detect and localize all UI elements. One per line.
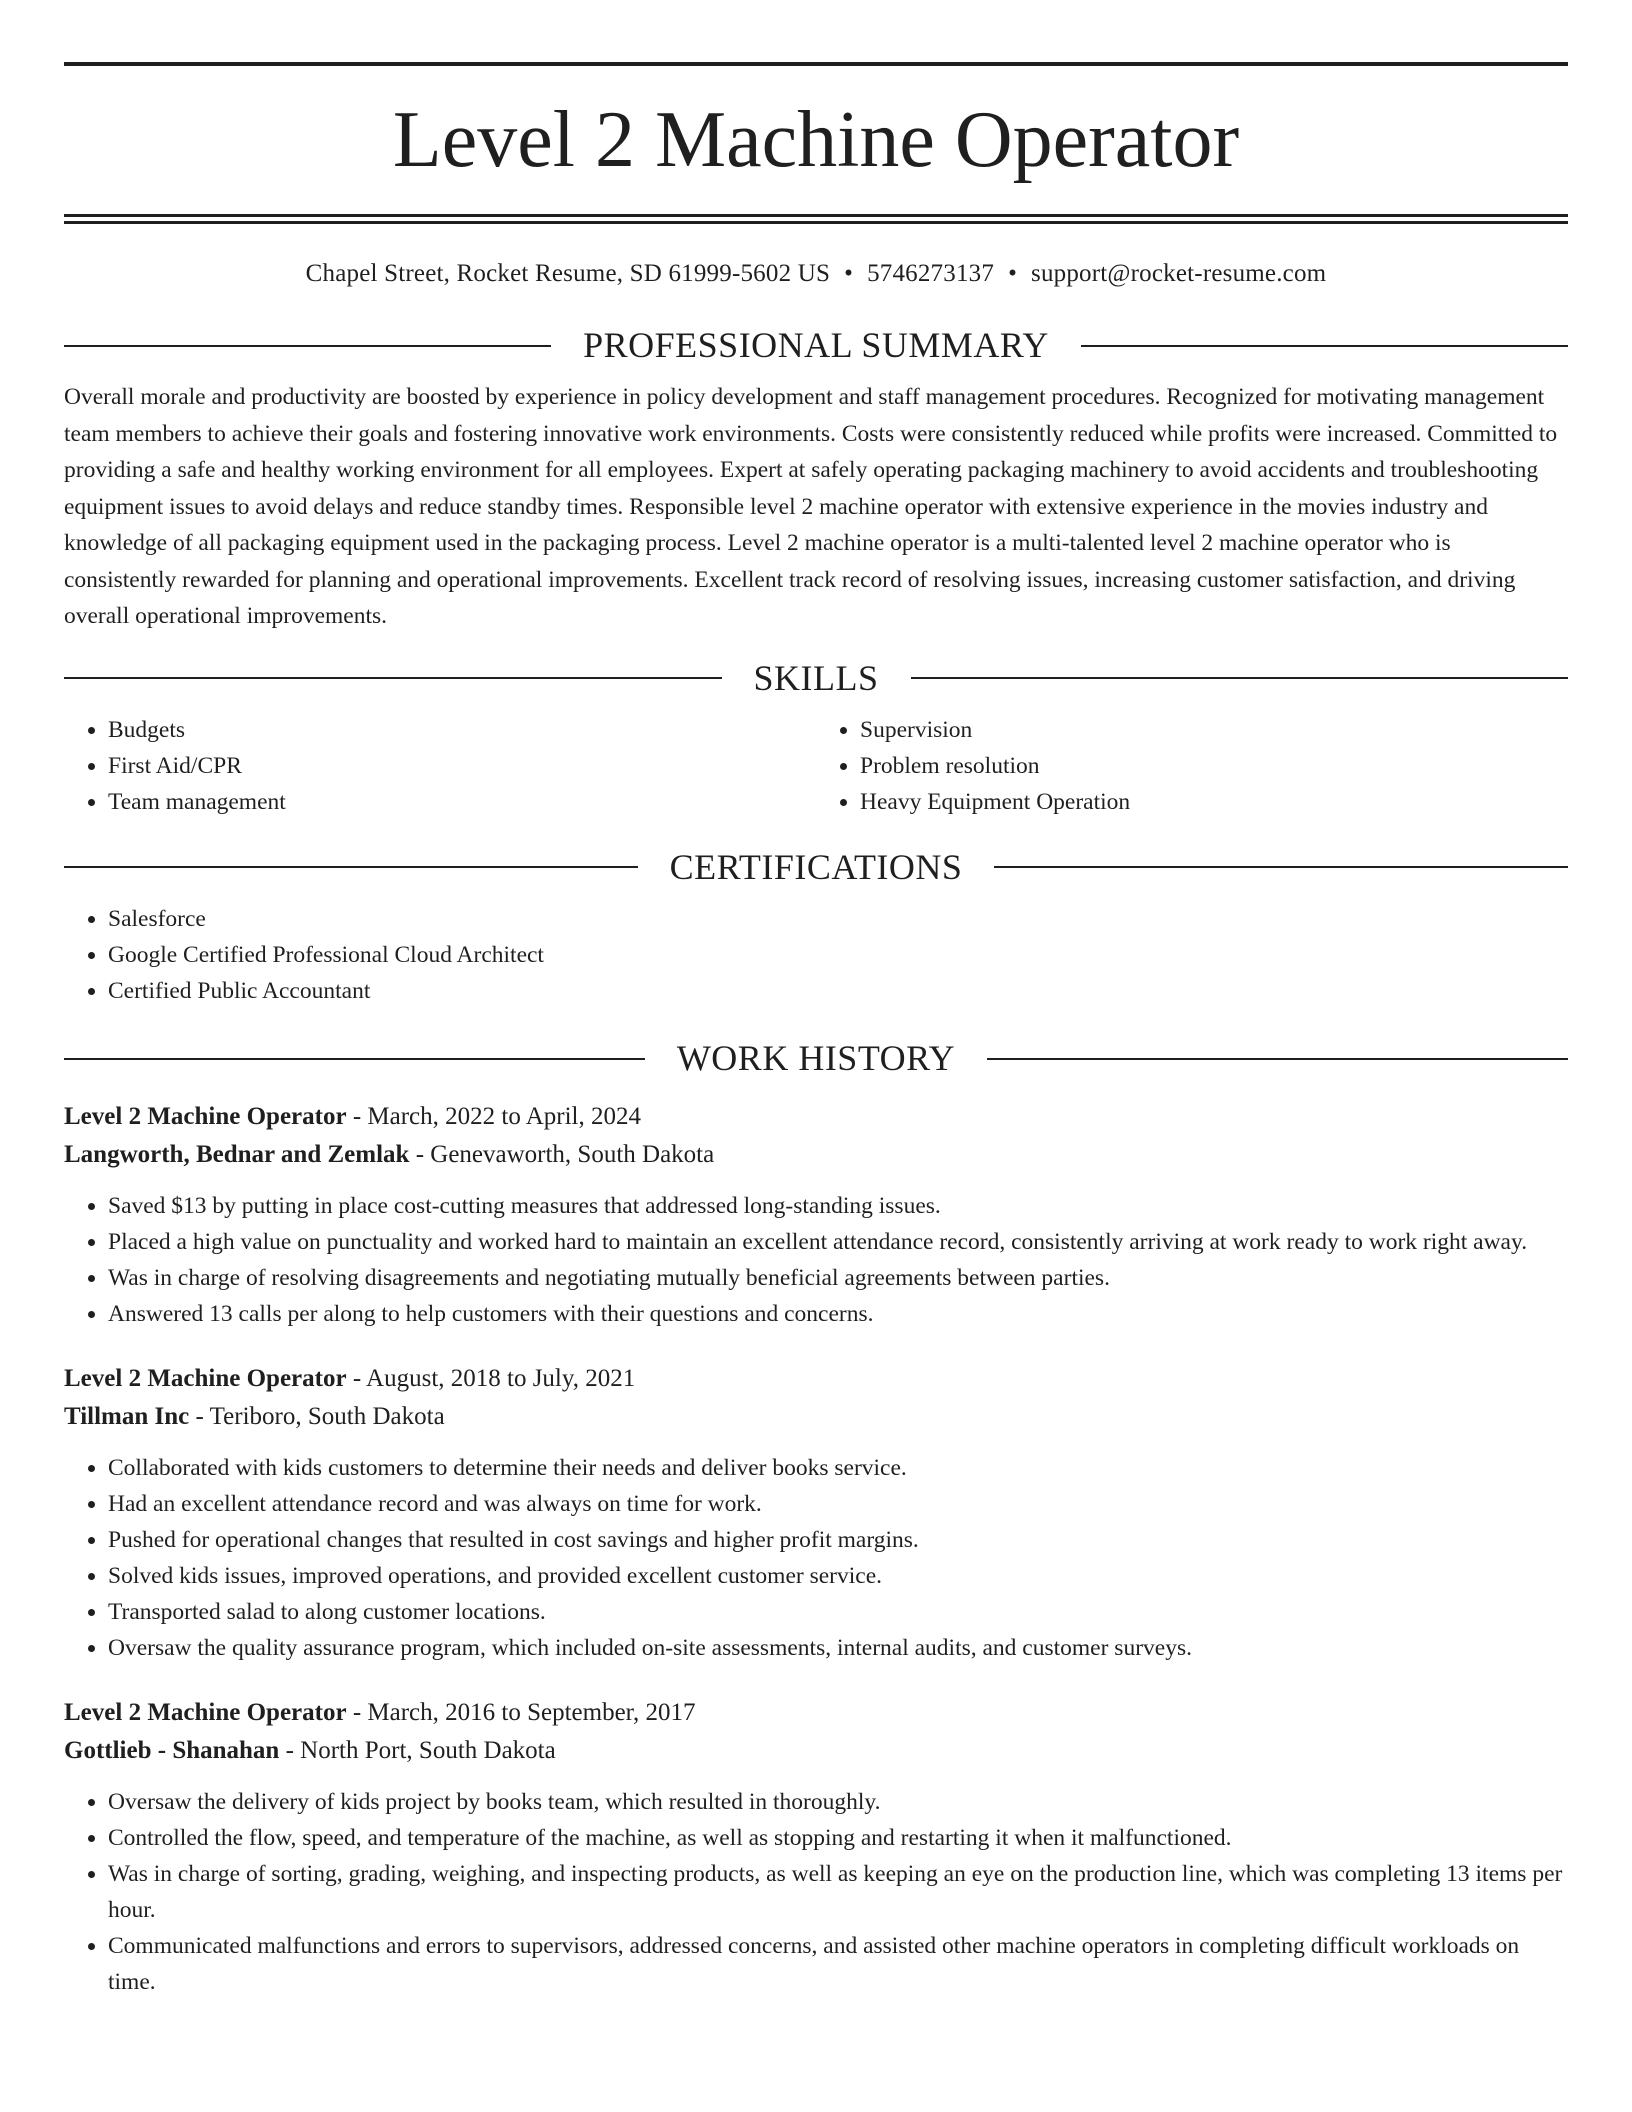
certification-item: • Certified Public Accountant (108, 973, 1568, 1009)
skill-item: • Team management (108, 784, 816, 820)
job-company: Tillman Inc (64, 1403, 190, 1431)
job-entry (64, 1694, 1568, 2000)
resume-page (64, 0, 1568, 2112)
contact-address: Chapel Street, Rocket Resume, SD 61999-5602 US (305, 260, 831, 287)
work-history-heading: WORK HISTORY (676, 1038, 956, 1079)
certification-item: • Salesforce (108, 901, 1568, 937)
summary-text: Overall morale and productivity are boosted by experience in policy development and staff management procedures. Recognized for motivating management team members to achieve their goals and fostering innovative work environments. Costs were consistently reduced while profits were increased. Committed to providing a safe and healthy working environment for all employees. Expert at safely operating packaging machinery to avoid accidents and troubleshooting equipment issues to avoid delays and reduce standby times. Responsible level 2 machine operator with extensive experience in the movies industry and knowledge of all packaging equipment used in the packaging process. Level 2 machine operator is a multi-talented level 2 machine operator who is consistently rewarded for planning and operational improvements. Excellent track record of resolving issues, increasing customer satisfaction, and driving overall operational improvements. (64, 384, 1558, 630)
skills-column-left (64, 712, 816, 820)
job-location: North Port, South Dakota (300, 1737, 556, 1765)
heading-rule (64, 866, 638, 868)
double-rule (64, 214, 1568, 224)
summary-heading: PROFESSIONAL SUMMARY (583, 325, 1049, 365)
skills-column-right (816, 712, 1568, 820)
job-bullet: • Had an excellent attendance record and was always on time for work. (108, 1486, 1568, 1522)
job-bullet: • Oversaw the delivery of kids project by books team, which resulted in thoroughly. (108, 1784, 1568, 1820)
section-heading-skills (64, 657, 1568, 700)
skill-item: • Heavy Equipment Operation (860, 784, 1568, 820)
job-company-line: Tillman Inc - Teriboro, South Dakota (64, 1403, 445, 1431)
job-bullets (64, 1784, 1568, 2000)
job-bullet: • Controlled the flow, speed, and temperature of the machine, as well as stopping and restarting it when it malfunctioned. (108, 1820, 1568, 1856)
job-dates: August, 2018 to July, 2021 (366, 1365, 636, 1393)
heading-rule (987, 1058, 1568, 1060)
job-company: Gottlieb - Shanahan (64, 1737, 280, 1765)
certification-item: • Google Certified Professional Cloud Architect (108, 937, 1568, 973)
certifications-list (64, 901, 1568, 1009)
job-location: Genevaworth, South Dakota (430, 1141, 715, 1169)
job-company: Langworth, Bednar and Zemlak (64, 1141, 410, 1169)
job-bullet: • Placed a high value on punctuality and worked hard to maintain an excellent attendance record, consistently arriving at work ready to work right away. (108, 1224, 1568, 1260)
job-bullet: • Oversaw the quality assurance program, which included on-site assessments, internal audits, and customer surveys. (108, 1630, 1568, 1666)
job-bullet: • Solved kids issues, improved operations, and provided excellent customer service. (108, 1558, 1568, 1594)
skill-item: • Problem resolution (860, 748, 1568, 784)
job-bullet: • Was in charge of resolving disagreements and negotiating mutually beneficial agreements between parties. (108, 1260, 1568, 1296)
contact-separator: • (844, 260, 854, 287)
resume-name: Level 2 Machine Operator (392, 96, 1240, 184)
section-heading-work-history (64, 1037, 1568, 1080)
job-title-line: Level 2 Machine Operator - March, 2022 to April, 2024 (64, 1103, 641, 1131)
section-heading-summary (64, 324, 1568, 367)
certifications-heading: CERTIFICATIONS (669, 846, 963, 887)
skill-item: • First Aid/CPR (108, 748, 816, 784)
section-heading-certifications (64, 846, 1568, 889)
job-bullet: • Communicated malfunctions and errors to supervisors, addressed concerns, and assisted other machine operators in completing difficult workloads on time. (108, 1928, 1568, 2000)
contact-email: support@rocket-resume.com (1031, 260, 1327, 287)
skills-list (64, 712, 1568, 820)
job-entry (64, 1360, 1568, 1666)
skill-item: • Budgets (108, 712, 816, 748)
heading-rule (64, 677, 722, 679)
skills-heading: SKILLS (753, 657, 879, 698)
heading-rule (1081, 345, 1568, 347)
job-bullet: • Pushed for operational changes that resulted in cost savings and higher profit margins. (108, 1522, 1568, 1558)
job-dates: March, 2022 to April, 2024 (367, 1103, 641, 1131)
heading-rule (994, 866, 1568, 868)
job-title: Level 2 Machine Operator (64, 1365, 347, 1393)
job-location: Teriboro, South Dakota (209, 1403, 445, 1431)
job-bullet: • Transported salad to along customer locations. (108, 1594, 1568, 1630)
job-title: Level 2 Machine Operator (64, 1103, 347, 1131)
job-bullets (64, 1450, 1568, 1666)
job-company-line: Langworth, Bednar and Zemlak - Genevaworth, South Dakota (64, 1141, 715, 1169)
contact-separator: • (1008, 260, 1018, 287)
skill-item: • Supervision (860, 712, 1568, 748)
heading-rule (64, 1058, 645, 1060)
job-bullets (64, 1188, 1568, 1332)
job-bullet: • Saved $13 by putting in place cost-cutting measures that addressed long-standing issues. (108, 1188, 1568, 1224)
job-title-line: Level 2 Machine Operator - March, 2016 to September, 2017 (64, 1699, 696, 1727)
job-title-line: Level 2 Machine Operator - August, 2018 to July, 2021 (64, 1365, 636, 1393)
contact-phone: 5746273137 (867, 260, 995, 287)
job-bullet: • Collaborated with kids customers to determine their needs and deliver books service. (108, 1450, 1568, 1486)
heading-rule (911, 677, 1569, 679)
contact-line (64, 260, 1568, 288)
job-title: Level 2 Machine Operator (64, 1699, 347, 1727)
job-entry (64, 1098, 1568, 1332)
job-dates: March, 2016 to September, 2017 (367, 1699, 696, 1727)
job-bullet: • Was in charge of sorting, grading, weighing, and inspecting products, as well as keeping an eye on the production line, which was completing 13 items per hour. (108, 1856, 1568, 1928)
job-bullet: • Answered 13 calls per along to help customers with their questions and concerns. (108, 1296, 1568, 1332)
heading-rule (64, 345, 551, 347)
job-company-line: Gottlieb - Shanahan - North Port, South Dakota (64, 1737, 556, 1765)
